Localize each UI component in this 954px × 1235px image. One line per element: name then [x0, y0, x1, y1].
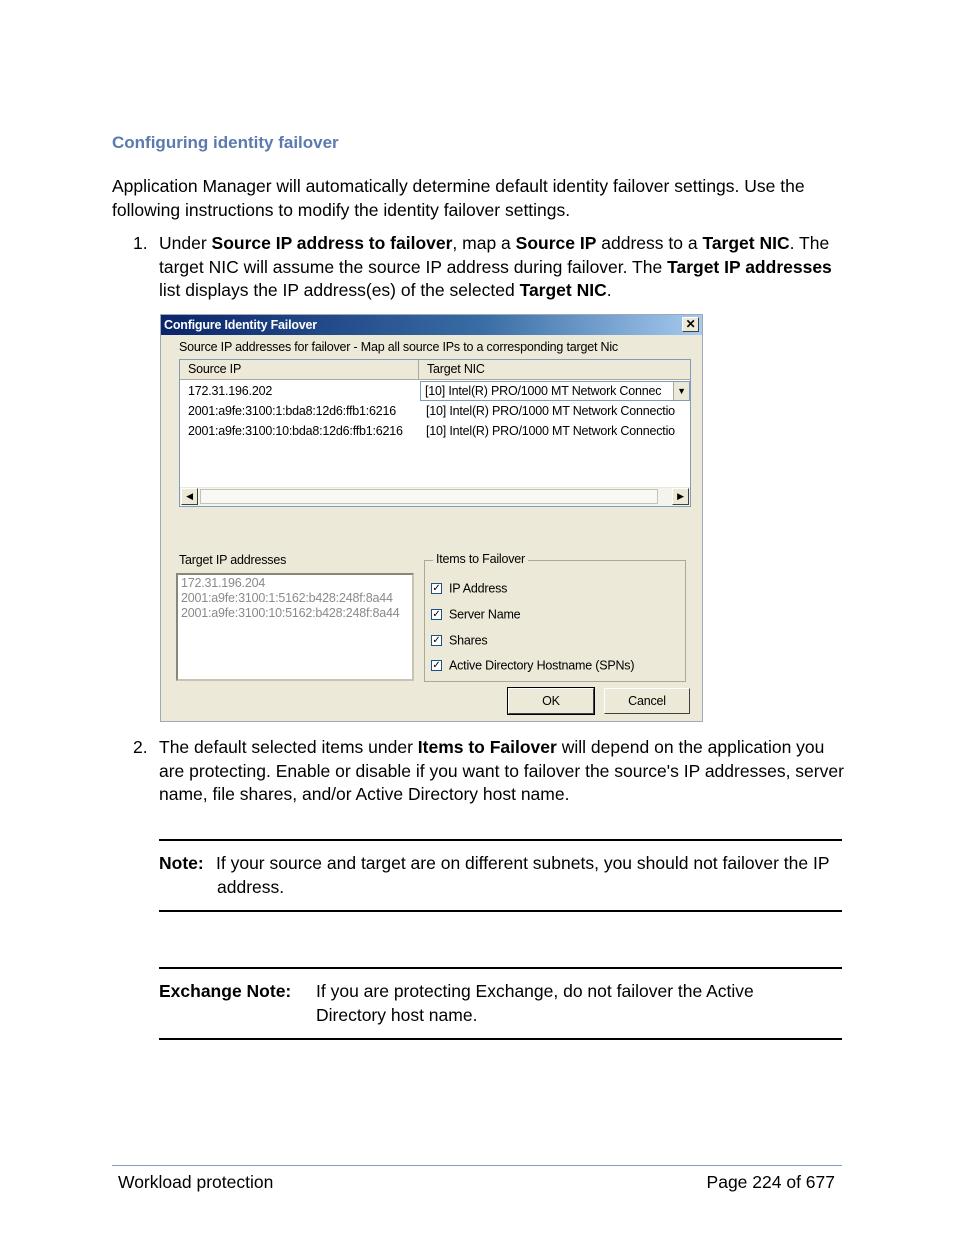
- checkbox-ip-address[interactable]: [431, 581, 507, 597]
- target-ip-list[interactable]: [176, 573, 414, 681]
- footer-section-title: Workload protection: [118, 1172, 274, 1192]
- exchange-note-label: Exchange Note:: [159, 981, 292, 1001]
- source-ip-list[interactable]: [179, 359, 691, 507]
- list-row[interactable]: [180, 421, 690, 441]
- scroll-left-icon[interactable]: ◀: [181, 488, 198, 505]
- chevron-down-icon[interactable]: ▼: [673, 382, 689, 400]
- target-ip-item: 2001:a9fe:3100:1:5162:b428:248f:8a44: [181, 591, 393, 605]
- target-nic-value: [10] Intel(R) PRO/1000 MT Network Connec: [425, 384, 662, 398]
- step-1-text: Under Source IP address to failover, map a Source IP address to a Target NIC. The target NIC will assume the source IP address during failover. The Target IP addresses list displays the IP address(es) of the selected Target NIC.: [159, 233, 832, 300]
- note-text: If your source and target are on different subnets, you should not failover the IP address.: [216, 853, 830, 897]
- checkbox-shares[interactable]: [431, 633, 487, 649]
- target-nic-select[interactable]: [420, 381, 690, 401]
- target-ip-item: 172.31.196.204: [181, 576, 266, 590]
- checkbox-label: Shares: [449, 633, 488, 648]
- footer-rule: [112, 1165, 842, 1166]
- source-ip-cell: 2001:a9fe:3100:10:bda8:12d6:ffb1:6216: [188, 424, 403, 438]
- checkbox-checked-icon[interactable]: ✓: [432, 660, 441, 672]
- source-ip-cell: 172.31.196.202: [188, 384, 273, 398]
- cancel-button[interactable]: Cancel: [604, 688, 690, 714]
- checkbox-label: Active Directory Hostname (SPNs): [449, 658, 635, 673]
- source-ip-cell: 2001:a9fe:3100:1:bda8:12d6:ffb1:6216: [188, 404, 397, 418]
- step-2-number: 2.: [133, 737, 148, 757]
- footer-page-number: Page 224 of 677: [706, 1172, 835, 1192]
- scrollbar-thumb[interactable]: [200, 489, 658, 504]
- note-label: Note:: [159, 853, 204, 873]
- ok-button[interactable]: OK: [508, 688, 594, 714]
- checkbox-server-name[interactable]: [431, 607, 520, 623]
- dialog-title: Configure Identity Failover: [164, 318, 317, 332]
- scroll-right-icon[interactable]: ▶: [672, 488, 689, 505]
- target-ip-item: 2001:a9fe:3100:10:5162:b428:248f:8a44: [181, 606, 400, 620]
- horizontal-scrollbar[interactable]: [180, 487, 690, 506]
- target-nic-cell: [10] Intel(R) PRO/1000 MT Network Connectio: [426, 424, 675, 438]
- target-ip-label: Target IP addresses: [179, 553, 287, 567]
- items-to-failover-group: [424, 552, 686, 682]
- items-to-failover-label: Items to Failover: [433, 552, 528, 566]
- checkbox-active-directory-hostname[interactable]: [431, 658, 634, 674]
- dialog-title-bar: [161, 315, 702, 335]
- section-heading: Configuring identity failover: [112, 133, 339, 152]
- exchange-note-top-rule: [159, 967, 842, 969]
- target-nic-cell: [10] Intel(R) PRO/1000 MT Network Connectio: [426, 404, 675, 418]
- source-ip-section-label: Source IP addresses for failover - Map all source IPs to a corresponding target Nic: [179, 340, 618, 354]
- checkbox-label: Server Name: [449, 607, 521, 622]
- step-2-text: The default selected items under Items to Failover will depend on the application you are protecting. Enable or disable if you want to failover the source's IP addresses, server name, file shares, and/or Active Directory host name.: [159, 737, 844, 804]
- checkbox-checked-icon[interactable]: ✓: [432, 609, 441, 621]
- list-row[interactable]: [180, 401, 690, 421]
- intro-paragraph: Application Manager will automatically determine default identity failover settings. Use the following instructions to modify the identity failover settings.: [112, 176, 805, 220]
- exchange-note-bottom-rule: [159, 1038, 842, 1040]
- close-icon[interactable]: ✕: [682, 317, 699, 332]
- checkbox-checked-icon[interactable]: ✓: [432, 583, 441, 595]
- checkbox-checked-icon[interactable]: ✓: [432, 635, 441, 647]
- note-bottom-rule: [159, 910, 842, 912]
- column-header-source-ip[interactable]: Source IP: [180, 360, 419, 380]
- column-header-target-nic[interactable]: Target NIC: [419, 360, 691, 380]
- configure-identity-failover-dialog: [160, 314, 703, 722]
- exchange-note-text: If you are protecting Exchange, do not failover the Active Directory host name.: [316, 981, 754, 1025]
- step-1-number: 1.: [133, 233, 148, 253]
- checkbox-label: IP Address: [449, 581, 508, 596]
- list-row[interactable]: [180, 381, 690, 401]
- note-top-rule: [159, 839, 842, 841]
